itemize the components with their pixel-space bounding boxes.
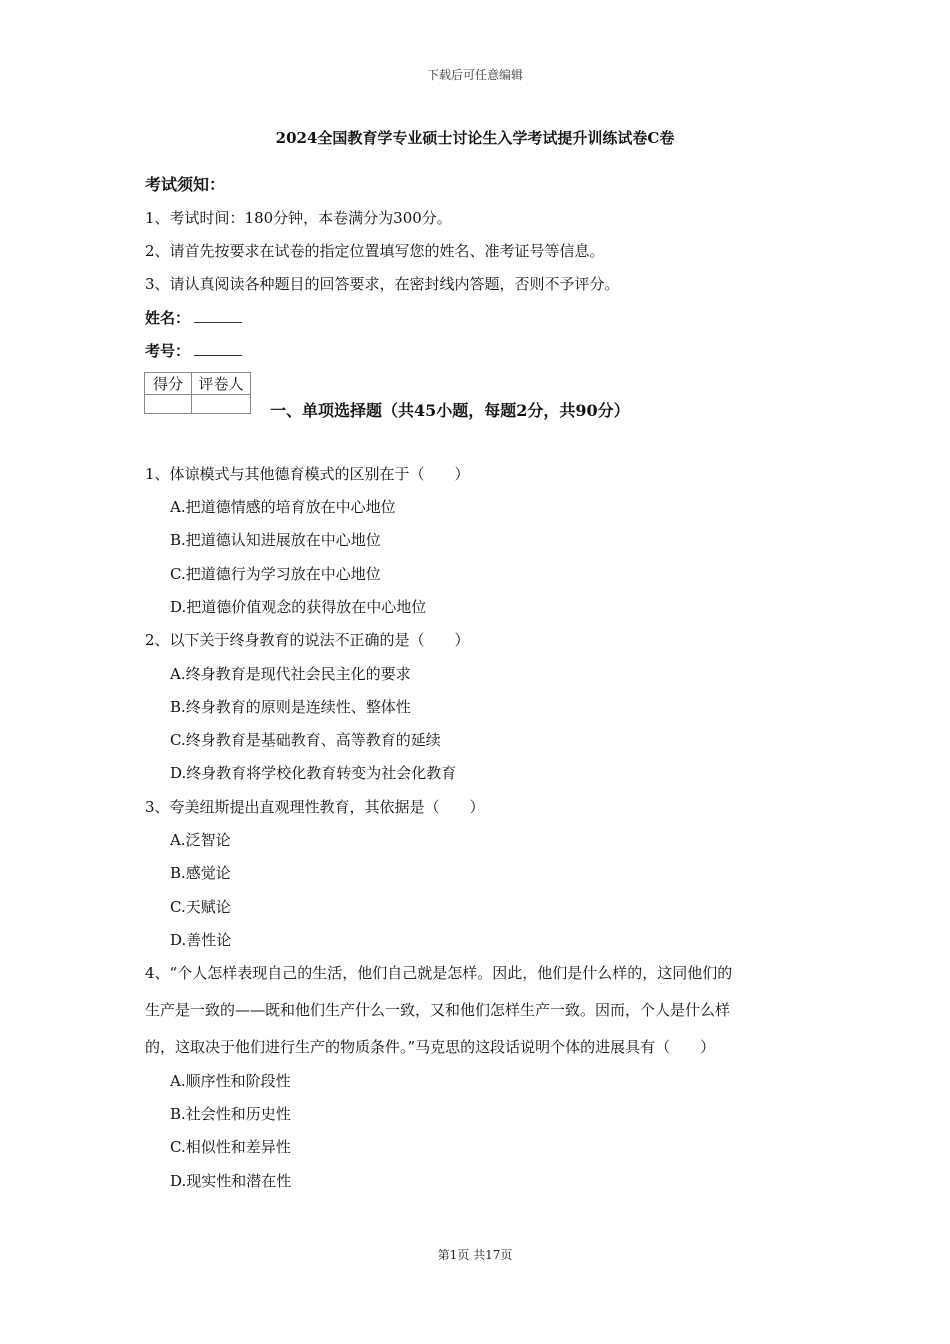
question-option: C.终身教育是基础教育、高等教育的延续 [170,731,441,749]
question-option: A.泛智论 [170,831,231,849]
question-stem-line: 的，这取决于他们进行生产的物质条件。”马克思的这段话说明个体的进展具有（ ） [145,1038,716,1056]
header-note: 下载后可任意编辑 [426,68,523,82]
grader-header: 评卷人 [192,373,251,395]
question-option: C.天赋论 [170,898,231,916]
question-option: D.把道德价值观念的获得放在中心地位 [170,598,427,616]
document-title: 2024全国教育学专业硕士讨论生入学考试提升训练试卷C卷 [275,129,675,147]
question-option: B.感觉论 [170,864,231,882]
id-blank[interactable] [194,341,242,356]
question-option: A.终身教育是现代社会民主化的要求 [170,665,411,683]
question-option: D.善性论 [170,931,232,949]
notice-item: 1、考试时间：180分钟，本卷满分为300分。 [145,209,452,227]
question-stem-line: 4、“个人怎样表现自己的生活，他们自己就是怎样。因此，他们是什么样的，这同他们的 [145,964,733,982]
grader-cell[interactable] [192,395,251,414]
name-label: 姓名： [145,309,191,327]
name-blank[interactable] [194,308,242,323]
notice-item: 2、请首先按要求在试卷的指定位置填写您的姓名、准考证号等信息。 [145,242,605,260]
question-stem-line: 生产是一致的——既和他们生产什么一致，又和他们怎样生产一致。因而，个人是什么样 [145,1001,731,1019]
question-option: A.把道德情感的培育放在中心地位 [170,498,396,516]
score-cell[interactable] [145,395,192,414]
id-field [145,340,242,361]
question-option: A.顺序性和阶段性 [170,1072,291,1090]
question-option: B.终身教育的原则是连续性、整体性 [170,698,411,716]
page-footer: 第1页 共17页 [437,1248,513,1262]
question-stem: 3、夸美纽斯提出直观理性教育，其依据是（ ） [145,798,485,816]
name-field [145,307,242,328]
section-heading: 一、单项选择题（共45小题，每题2分，共90分） [270,401,630,420]
id-label: 考号： [145,342,191,360]
notice-item: 3、请认真阅读各种题目的回答要求，在密封线内答题，否则不予评分。 [145,275,620,293]
question-option: C.相似性和差异性 [170,1138,291,1156]
score-table [144,372,251,414]
notice-heading: 考试须知： [145,175,226,194]
question-option: C.把道德行为学习放在中心地位 [170,565,381,583]
question-option: B.社会性和历史性 [170,1105,291,1123]
question-option: D.终身教育将学校化教育转变为社会化教育 [170,764,457,782]
question-option: B.把道德认知进展放在中心地位 [170,531,381,549]
score-header: 得分 [145,373,192,395]
question-stem: 2、以下关于终身教育的说法不正确的是（ ） [145,631,470,649]
question-stem: 1、体谅模式与其他德育模式的区别在于（ ） [145,465,470,483]
question-option: D.现实性和潜在性 [170,1172,292,1190]
